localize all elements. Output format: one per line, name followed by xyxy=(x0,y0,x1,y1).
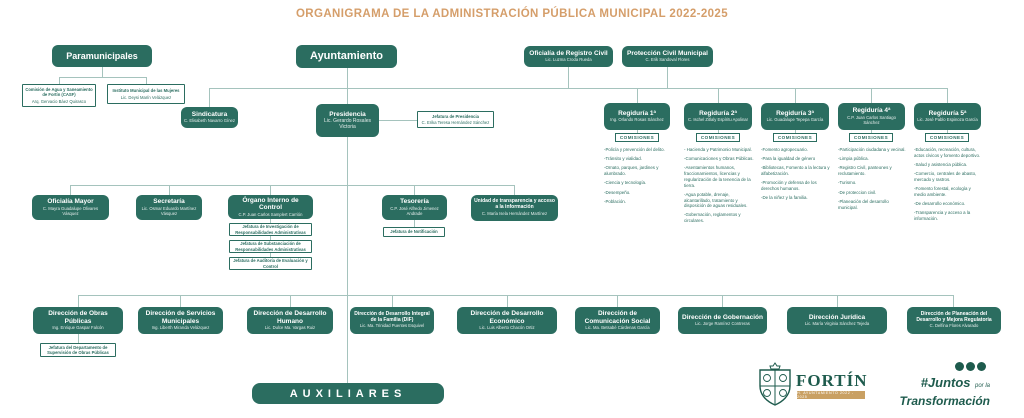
comision-item: -Salud y asistencia pública. xyxy=(914,161,968,167)
node-title: Dirección de Planeación del Desarrollo y Mejora Regulatoria xyxy=(916,310,992,323)
node-holder: C. Erik Sandoval Flores xyxy=(645,57,690,63)
fortin-logo-text: FORTÍN xyxy=(796,371,868,390)
comision-item: -Fomento agropecuario. xyxy=(761,147,808,152)
node-direccion-dif xyxy=(350,307,434,334)
connector-line xyxy=(347,68,348,104)
connector-line xyxy=(947,88,948,103)
connector-line xyxy=(392,295,393,307)
node-title: Instituto Municipal de las Mujeres xyxy=(112,88,180,94)
comisiones-badge-2: COMISIONES xyxy=(696,133,740,142)
node-oficialia-mayor xyxy=(32,195,109,220)
connector-line xyxy=(722,295,723,307)
node-casf xyxy=(22,84,96,107)
slogan-circle-icon xyxy=(977,362,986,371)
node-title: Jefatura de Auditoría de Evaluación y Control xyxy=(233,258,308,269)
comisiones-list-2 xyxy=(684,147,756,227)
node-direccion-servicios-municipales xyxy=(138,307,223,334)
node-holder: C.P. Juan Carlos Santiago Sánchez xyxy=(847,114,896,125)
connector-line xyxy=(667,67,668,88)
connector-line xyxy=(379,120,417,121)
node-holder: C. Elisabeth Navarro Gínez xyxy=(184,118,235,124)
comision-item: -Limpia pública. xyxy=(838,156,869,162)
node-title: Regiduría 4ª xyxy=(852,107,891,115)
node-registro-civil xyxy=(524,46,613,67)
node-organo-interno-control xyxy=(228,195,313,219)
node-holder: Lic. Osmar Eduardo Martínez Vásquez xyxy=(141,205,197,216)
comision-item: -Fomento forestal, ecología y medio ambiente. xyxy=(914,186,971,197)
node-holder: Ing. Liberth Miranda Velázquez xyxy=(151,325,210,331)
comision-item: -Asentamientos humanos, fraccionamientos, licencias y regularización de la tenencia de la tierra. xyxy=(684,165,751,188)
comision-item: -Transparencia y acceso a la información. xyxy=(914,210,971,221)
node-holder: C. Erika Teresa Hernández Sánchez xyxy=(421,120,490,125)
slogan-circle-icon xyxy=(955,362,964,371)
node-title: Regiduría 2ª xyxy=(699,109,737,117)
node-title: Sindicatura xyxy=(191,110,228,118)
node-holder: C. Ischel Zitlaly Espíritu Apolinar xyxy=(687,117,749,123)
node-title: Dirección Jurídica xyxy=(808,313,866,321)
comisiones-badge-3: COMISIONES xyxy=(773,133,817,142)
connector-line xyxy=(78,333,79,343)
node-title: Dirección de Desarrollo Económico xyxy=(470,310,544,325)
node-title: Secretaría xyxy=(153,198,185,206)
node-holder: Lic. José Pablo Espinoza García xyxy=(917,117,978,123)
node-title: Jefatura del Departamento de Supervisión de Obras Públicas xyxy=(47,344,109,355)
node-title: Dirección de Gobernación xyxy=(682,313,763,321)
node-regiduria-5 xyxy=(914,103,981,130)
comision-item: -Turismo. xyxy=(838,180,857,186)
node-title: Regiduría 5ª xyxy=(928,109,967,117)
comisiones-badge-4: COMISIONES xyxy=(849,133,893,142)
node-holder: C.P. José Alfredo Jimenez Andrade xyxy=(390,205,439,216)
slogan-text xyxy=(880,374,990,410)
slogan-line2: por la xyxy=(974,383,990,389)
node-presidencia xyxy=(316,104,379,137)
connector-line xyxy=(617,295,618,307)
node-sindicatura xyxy=(181,107,238,128)
node-title: Dirección de Desarrollo Integral de la Familia (DIF) xyxy=(354,310,430,323)
comision-item: -De proteccion civil. xyxy=(838,189,877,195)
node-title: Jefatura de Presidencia xyxy=(431,113,479,119)
comision-item: -Agua potable, drenaje, alcantarillado, tratamiento y disposición de aguas residuales. xyxy=(684,191,748,209)
comisiones-badge-5: COMISIONES xyxy=(925,133,969,142)
node-holder: Ing. Enrique Gaspar Falcón xyxy=(52,325,104,331)
comision-item: -Comercio, centrales de abasto, mercado y rastros. xyxy=(914,171,977,182)
connector-line xyxy=(102,67,103,77)
slogan-line1: #Juntos xyxy=(920,375,971,390)
comision-item: -Registro Civil, panteones y reclutamiento. xyxy=(838,165,892,177)
comisiones-list-4 xyxy=(838,147,906,214)
slogan-circle-icon xyxy=(966,362,975,371)
node-holder: C.P. Juan Carlos Samplert Carrión xyxy=(238,211,303,217)
connector-line xyxy=(637,88,638,103)
node-direccion-comunicacion-social xyxy=(575,307,660,334)
connector-line xyxy=(78,295,953,296)
node-direccion-desarrollo-humano xyxy=(247,307,333,334)
connector-line xyxy=(70,185,71,195)
node-holder: Lic. Guadalupe Tepepa García xyxy=(766,117,824,123)
connector-line xyxy=(209,88,947,89)
node-holder: Lic. Gerardo Rosales Victoria xyxy=(324,117,371,130)
comision-item: -Para la igualdad de género xyxy=(761,156,816,162)
node-holder: Lic. Luis Alberto Chacón Ortiz xyxy=(479,325,535,331)
node-paramunicipales xyxy=(52,45,152,67)
node-direccion-planeacion xyxy=(907,307,1001,334)
connector-line xyxy=(871,88,872,103)
node-title: Jefatura de Substanciación de Responsabilidades Administrativas xyxy=(235,241,306,252)
comision-item: -Comunicaciones y Obras Públicas. xyxy=(684,156,754,162)
node-unidad-transparencia xyxy=(471,195,558,221)
comision-item: -Bibliotecas, Fomento a la lectura y alfabetización. xyxy=(761,165,830,177)
node-secretaria xyxy=(136,195,202,220)
node-holder: Lic. Luzma Croda Rueda xyxy=(545,57,592,63)
comision-item: -Tránsito y vialidad. xyxy=(604,156,642,162)
node-holder: Lic. Jorge Ramírez Contreras xyxy=(695,321,750,327)
comision-item: - Hacienda y Patrimonio Municipal. xyxy=(684,147,752,152)
node-holder: Ing. Orlando Rosas Sánchez xyxy=(610,117,664,123)
slogan-line3: Transformación xyxy=(899,394,990,408)
node-title: Protección Civil Municipal xyxy=(627,49,708,57)
connector-line xyxy=(568,67,569,88)
comision-item: -Ornato, parques, jardines y alumbrado. xyxy=(604,165,659,177)
connector-line xyxy=(514,185,515,195)
node-title: Dirección de Comunicación Social xyxy=(584,310,651,325)
node-jefatura-supervision-obras xyxy=(40,343,116,357)
node-title: Jefatura de Investigación de Responsabilidades Administrativas xyxy=(235,224,306,235)
connector-line xyxy=(290,295,291,307)
comisiones-list-3 xyxy=(761,147,831,205)
node-tesoreria xyxy=(382,195,447,220)
connector-line xyxy=(414,219,415,227)
comision-item: -Desempeño. xyxy=(604,189,631,195)
connector-line xyxy=(59,77,60,84)
node-jefatura-auditoria xyxy=(229,257,312,270)
node-holder: C. Delfina Flores Alvarado xyxy=(929,323,979,329)
comisiones-list-5 xyxy=(914,147,984,225)
fortin-logo-subtext: H. AYUNTAMIENTO 2022 - 2025 xyxy=(797,391,865,399)
node-title: Tesorería xyxy=(400,198,429,206)
node-title: Dirección de Servicios Municipales xyxy=(145,310,216,325)
node-jefatura-investigacion xyxy=(229,223,312,236)
node-holder: Lic. Ma. Betsabé Cárdenas García xyxy=(585,325,650,331)
comision-item: -Educación, recreación, cultura, actos cívicos y fomento deportivo. xyxy=(914,147,981,158)
node-title: Dirección de Obras Públicas xyxy=(48,310,108,325)
connector-line xyxy=(78,295,79,307)
node-title: Regiduría 1ª xyxy=(618,109,656,117)
node-title: Ayuntamiento xyxy=(310,50,383,63)
node-holder: C. Mayra Guadalupe Olivares Vásquez xyxy=(42,205,99,216)
node-direccion-gobernacion xyxy=(678,307,767,334)
node-title: Oficialía Mayor xyxy=(47,198,94,206)
connector-line xyxy=(146,77,147,84)
comision-item: -Promoción y defensa de los derechos humanos. xyxy=(761,180,817,192)
node-jefatura-substanciacion xyxy=(229,240,312,253)
connector-line xyxy=(507,295,508,307)
node-ayuntamiento xyxy=(296,45,397,68)
comision-item: -Planeación del desarrollo municipal. xyxy=(838,198,889,210)
node-title: Oficialía de Registro Civil xyxy=(529,49,608,57)
comision-item: -Policía y prevención del delito. xyxy=(604,147,665,152)
connector-line xyxy=(414,185,415,195)
node-title: Jefatura de Notificación xyxy=(390,229,438,235)
connector-line xyxy=(180,295,181,307)
node-direccion-juridica xyxy=(787,307,887,334)
fortin-crest-icon xyxy=(756,362,794,407)
node-title: Presidencia xyxy=(329,110,366,118)
node-holder: Lic. Dulce Ma. Vargas Ruiz xyxy=(264,325,316,331)
node-holder: Lic. Ma. Trinidad Puentes Esquivel xyxy=(359,323,425,329)
connector-line xyxy=(953,295,954,307)
connector-line xyxy=(209,88,210,107)
comision-item: -De desarrollo económico. xyxy=(914,201,966,207)
comisiones-list-1 xyxy=(604,147,672,208)
comision-item: -Población. xyxy=(604,198,626,204)
node-holder: C. María Isela Hernández Martínez xyxy=(481,210,548,216)
comision-item: -Ciencia y tecnología. xyxy=(604,180,647,186)
comision-item: -De la niñez y la familia. xyxy=(761,195,808,201)
node-proteccion-civil xyxy=(622,46,713,67)
connector-line xyxy=(70,185,514,186)
node-direccion-obras-publicas xyxy=(33,307,123,334)
connector-line xyxy=(837,295,838,307)
node-direccion-desarrollo-economico xyxy=(457,307,557,334)
node-title: Comisión de Agua y Saneamiento de Fortín (CASF) xyxy=(25,87,93,98)
node-title: Paramunicipales xyxy=(66,50,138,61)
connector-line xyxy=(59,77,147,78)
node-instituto-mujeres xyxy=(107,84,185,104)
connector-line xyxy=(718,88,719,103)
connector-line xyxy=(795,88,796,103)
connector-line xyxy=(270,185,271,195)
page-title: ORGANIGRAMA DE LA ADMINISTRACIÓN PÚBLICA MUNICIPAL 2022-2025 xyxy=(295,8,729,20)
auxiliares-banner: AUXILIARES xyxy=(252,383,444,404)
connector-line xyxy=(347,137,348,383)
node-title: Dirección de Desarrollo Humano xyxy=(253,310,327,325)
node-jefatura-notificacion xyxy=(383,227,445,237)
node-title: Unidad de transparencia y acceso a la información xyxy=(474,198,555,211)
comision-item: -Participación ciudadana y vecinal. xyxy=(838,147,906,152)
node-holder: Lic. Deysi Marín Velázquez xyxy=(120,94,172,100)
node-title: Órgano Interno de Control xyxy=(242,196,299,212)
connector-line xyxy=(169,185,170,195)
node-regiduria-1 xyxy=(604,103,670,130)
node-holder: Lic. María Virginia Sánchez Tejeda xyxy=(804,321,870,327)
node-regiduria-4 xyxy=(838,103,905,130)
node-regiduria-3 xyxy=(761,103,829,130)
node-holder: Arq. Gervacio Báez Quirasco xyxy=(31,98,87,104)
node-title: Regiduría 3ª xyxy=(776,109,814,117)
comision-item: -Gobernación, reglamentos y circulares. xyxy=(684,212,741,224)
node-jefatura-presidencia xyxy=(417,111,494,128)
comisiones-badge-1: COMISIONES xyxy=(615,133,659,142)
node-regiduria-2 xyxy=(684,103,752,130)
slogan-icons xyxy=(955,362,986,371)
